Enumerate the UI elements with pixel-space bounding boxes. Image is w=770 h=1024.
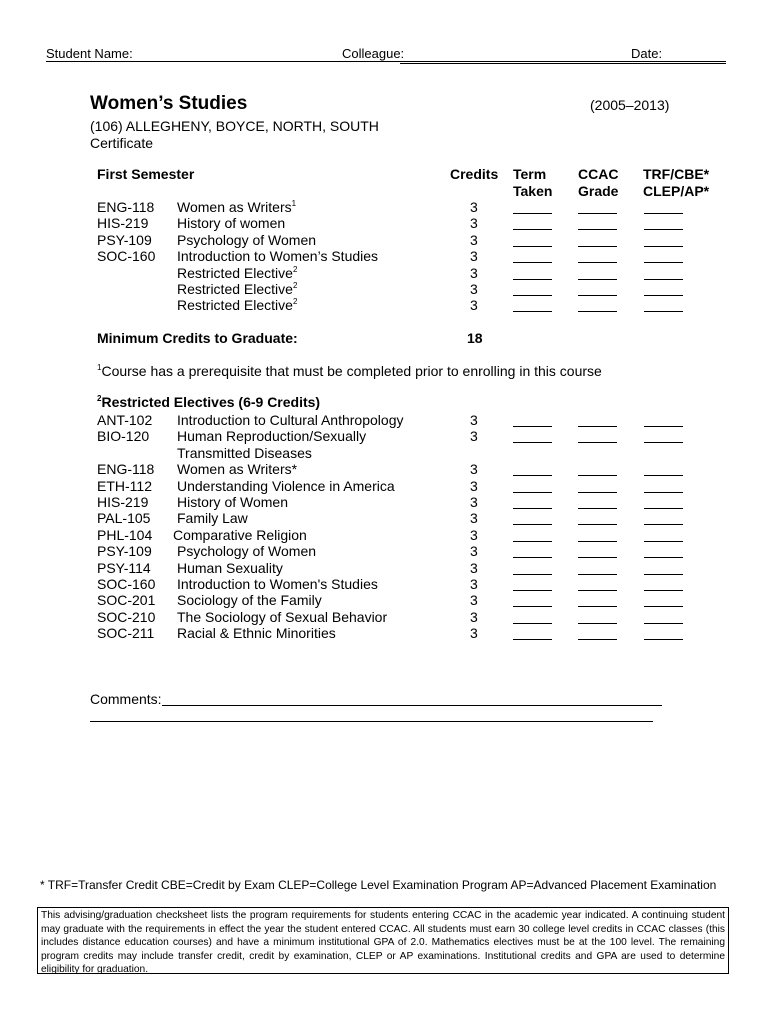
course-code: ENG-118 (97, 199, 155, 215)
term-taken-blank[interactable] (513, 557, 552, 558)
course-code: ENG-118 (97, 461, 155, 478)
first-semester-course-row (0, 199, 770, 215)
ccac-grade-blank[interactable] (578, 590, 617, 591)
first-semester-heading: First Semester (97, 166, 195, 182)
course-name-text: Family Law (177, 510, 248, 527)
program-title: Women’s Studies (90, 93, 248, 114)
transfer-blank[interactable] (644, 475, 683, 476)
course-credits: 3 (470, 477, 478, 494)
transfer-line1: TRF/CBE* (643, 166, 710, 182)
course-name (177, 510, 248, 526)
term-taken-blank[interactable] (513, 639, 552, 640)
course-name-text: Human Sexuality (177, 559, 283, 576)
term-taken-blank[interactable] (513, 508, 552, 509)
course-code: PSY-109 (97, 543, 152, 560)
transfer-line2: CLEP/AP* (643, 183, 710, 199)
transfer-blank[interactable] (644, 229, 683, 230)
course-name-text: Psychology of Women (177, 231, 317, 248)
ccac-grade-blank[interactable] (578, 524, 617, 525)
elective-course-row (0, 527, 770, 543)
comments-label: Comments: (90, 691, 162, 707)
term-taken-blank[interactable] (513, 229, 552, 230)
program-campuses: (106) ALLEGHENY, BOYCE, NORTH, SOUTH (90, 118, 379, 134)
ccac-grade-blank[interactable] (578, 426, 617, 427)
course-credits: 3 (470, 412, 478, 428)
course-name (177, 543, 316, 559)
course-name-text: Human Reproduction/Sexually (177, 428, 367, 445)
minimum-credits-value: 18 (467, 330, 483, 346)
course-code: ANT-102 (97, 412, 153, 428)
course-credits: 3 (470, 526, 478, 543)
course-code: PSY-114 (97, 559, 151, 576)
transfer-blank[interactable] (644, 311, 683, 312)
term-taken-blank[interactable] (513, 541, 552, 542)
transfer-blank[interactable] (644, 262, 683, 263)
transfer-blank[interactable] (644, 508, 683, 509)
first-semester-course-row (0, 215, 770, 231)
transfer-blank[interactable] (644, 246, 683, 247)
elective-course-row (0, 494, 770, 510)
electives-heading-text: Restricted Electives (6-9 Credits) (101, 394, 321, 410)
term-taken-blank[interactable] (513, 524, 552, 525)
colleague-label: Colleague: (342, 46, 405, 61)
elective-course-row (0, 412, 770, 428)
course-name-text: Comparative Religion (173, 526, 307, 543)
course-code: PSY-109 (97, 231, 152, 248)
course-name (177, 576, 378, 592)
course-credits: 3 (470, 297, 478, 314)
footnote-marker: 2 (292, 297, 298, 307)
transfer-blank[interactable] (644, 557, 683, 558)
ccac-grade-blank[interactable] (578, 508, 617, 509)
course-name (177, 478, 395, 494)
comments-line-1[interactable] (162, 705, 662, 706)
course-credits: 3 (470, 215, 478, 232)
course-credits: 3 (470, 592, 478, 609)
footnote-marker: 2 (292, 264, 298, 274)
course-name (177, 494, 288, 510)
ccac-grade-blank[interactable] (578, 475, 617, 476)
transfer-blank[interactable] (644, 426, 683, 427)
course-credits: 3 (470, 461, 478, 478)
elective-course-row (0, 428, 770, 444)
course-name (177, 428, 366, 444)
transfer-blank[interactable] (644, 574, 683, 575)
term-taken-line2: Taken (513, 183, 553, 199)
term-taken-blank[interactable] (513, 426, 552, 427)
transfer-blank[interactable] (644, 590, 683, 591)
elective-course-row (0, 592, 770, 608)
ccac-grade-blank[interactable] (578, 606, 617, 607)
course-code: PAL-105 (97, 510, 151, 527)
course-name-text: History of women (177, 215, 286, 232)
transfer-blank[interactable] (644, 492, 683, 493)
course-name-text: Transmitted Diseases (177, 444, 312, 461)
course-code: ETH-112 (97, 477, 152, 494)
course-name (177, 297, 297, 313)
course-name (177, 199, 296, 215)
course-code: BIO-120 (97, 428, 150, 445)
course-credits: 3 (470, 494, 478, 510)
term-taken-blank[interactable] (513, 590, 552, 591)
course-credits: 3 (470, 608, 478, 625)
course-name-text: Introduction to Women’s Studies (177, 248, 379, 265)
ccac-grade-blank[interactable] (578, 246, 617, 247)
note1-marker: 1 (97, 363, 102, 372)
term-taken-blank[interactable] (513, 311, 552, 312)
course-name-text: Understanding Violence in America (177, 477, 395, 494)
course-credits: 3 (470, 428, 478, 445)
ccac-grade-blank[interactable] (578, 311, 617, 312)
transfer-heading (643, 166, 709, 200)
course-name-text: Restricted Elective (177, 281, 293, 297)
course-name-text: History of Women (177, 494, 288, 510)
ccac-grade-blank[interactable] (578, 213, 617, 214)
course-name (177, 215, 285, 231)
elective-course-row (0, 510, 770, 526)
course-name (177, 592, 322, 608)
ccac-grade-blank[interactable] (578, 262, 617, 263)
course-credits: 3 (470, 543, 478, 560)
course-name (177, 445, 312, 461)
term-taken-blank[interactable] (513, 246, 552, 247)
term-taken-heading (513, 166, 552, 200)
course-credits: 3 (470, 576, 478, 592)
ccac-grade-blank[interactable] (578, 557, 617, 558)
course-name (177, 625, 336, 641)
ccac-grade-blank[interactable] (578, 295, 617, 296)
course-code: HIS-219 (97, 215, 149, 232)
ccac-grade-heading (578, 166, 618, 200)
course-credits: 3 (470, 248, 478, 265)
first-semester-course-row (0, 297, 770, 313)
course-name-text: Women as Writers* (177, 461, 298, 478)
program-type: Certificate (90, 135, 154, 151)
ccac-grade-blank[interactable] (578, 639, 617, 640)
course-name (177, 412, 403, 428)
course-credits: 3 (470, 199, 478, 215)
ccac-grade-blank[interactable] (578, 492, 617, 493)
course-code: PHL-104 (97, 526, 153, 543)
course-name-text: Racial & Ethnic Minorities (177, 625, 336, 642)
header-underline-double (400, 63, 726, 64)
comments-line-2[interactable] (90, 721, 653, 722)
term-taken-blank[interactable] (513, 475, 552, 476)
first-semester-course-row (0, 248, 770, 264)
course-name (177, 232, 316, 248)
term-taken-line1: Term (513, 166, 547, 182)
ccac-grade-blank[interactable] (578, 279, 617, 280)
course-code: SOC-160 (97, 248, 156, 265)
elective-course-row (0, 560, 770, 576)
elective-course-row (0, 576, 770, 592)
transfer-blank[interactable] (644, 623, 683, 624)
course-name (173, 527, 307, 543)
course-code: HIS-219 (97, 494, 149, 510)
course-name-text: Introduction to Women's Studies (177, 576, 378, 592)
credits-heading: Credits (450, 166, 499, 182)
first-semester-course-row (0, 232, 770, 248)
course-code: SOC-160 (97, 576, 156, 592)
course-name (177, 609, 387, 625)
course-name-text: Restricted Elective (177, 297, 293, 314)
prerequisite-note (97, 363, 602, 379)
header-underline (46, 61, 726, 62)
ccac-grade-blank[interactable] (578, 541, 617, 542)
course-name (177, 461, 297, 477)
ccac-grade-line2: Grade (578, 183, 619, 199)
footnote-marker: 1 (291, 199, 297, 208)
course-name (177, 265, 297, 281)
course-name (177, 560, 283, 576)
transfer-blank[interactable] (644, 213, 683, 214)
elective-course-row (0, 609, 770, 625)
program-years: (2005–2013) (590, 97, 670, 113)
term-taken-blank[interactable] (513, 606, 552, 607)
course-code: SOC-210 (97, 608, 156, 625)
elective-course-row (0, 478, 770, 494)
minimum-credits-label: Minimum Credits to Graduate: (97, 330, 298, 346)
note1-text: Course has a prerequisite that must be completed prior to enrolling in this course (101, 363, 602, 379)
first-semester-course-row (0, 265, 770, 281)
term-taken-blank[interactable] (513, 279, 552, 280)
term-taken-blank[interactable] (513, 574, 552, 575)
ccac-grade-blank[interactable] (578, 574, 617, 575)
transfer-blank[interactable] (644, 442, 683, 443)
course-name-text: Restricted Elective (177, 264, 293, 281)
transfer-blank[interactable] (644, 295, 683, 296)
course-name (177, 248, 378, 264)
course-name (177, 281, 297, 297)
ccac-grade-blank[interactable] (578, 623, 617, 624)
term-taken-blank[interactable] (513, 213, 552, 214)
student-name-label: Student Name: (46, 46, 133, 61)
abbreviation-footnote: * TRF=Transfer Credit CBE=Credit by Exam CLEP=College Level Examination Program AP=Advanced Placement Examination (40, 878, 717, 892)
disclaimer-box: This advising/graduation checksheet lists the program requirements for students entering CCAC in the academic year indicated. A continuing student may graduate with the requirements in effect the year the student entered CCAC. All students must earn 30 college level credits in CCAC classes (this includes distance education courses) and have a minimum institutional GPA of 2.0. Mathematics electives must be at the 100 level. The remaining program credits may include transfer credit, credit by examination, CLEP or AP examinations. Institutional credits and GPA are used to determine eligibility for graduation. (37, 907, 729, 974)
transfer-blank[interactable] (644, 541, 683, 542)
course-code: SOC-201 (97, 592, 156, 609)
course-credits: 3 (470, 281, 478, 297)
ccac-grade-line1: CCAC (578, 166, 619, 182)
transfer-blank[interactable] (644, 639, 683, 640)
date-label: Date: (631, 46, 663, 61)
electives-marker: 2 (97, 394, 102, 403)
course-code: SOC-211 (97, 625, 155, 642)
course-credits: 3 (470, 231, 478, 248)
footnote-marker: 2 (292, 281, 298, 290)
electives-heading (97, 394, 320, 410)
ccac-grade-blank[interactable] (578, 229, 617, 230)
transfer-blank[interactable] (644, 606, 683, 607)
term-taken-blank[interactable] (513, 295, 552, 296)
course-name-text: Women as Writers (177, 199, 292, 215)
term-taken-blank[interactable] (513, 492, 552, 493)
elective-course-row (0, 543, 770, 559)
term-taken-blank[interactable] (513, 442, 552, 443)
course-name-text: Psychology of Women (177, 543, 317, 560)
elective-course-row (0, 625, 770, 641)
transfer-blank[interactable] (644, 279, 683, 280)
course-name-text: Sociology of the Family (177, 592, 322, 609)
transfer-blank[interactable] (644, 524, 683, 525)
course-name-text: Introduction to Cultural Anthropology (177, 412, 404, 428)
course-credits: 3 (470, 510, 478, 527)
term-taken-blank[interactable] (513, 262, 552, 263)
term-taken-blank[interactable] (513, 623, 552, 624)
ccac-grade-blank[interactable] (578, 442, 617, 443)
course-credits: 3 (470, 264, 478, 281)
course-credits: 3 (470, 559, 478, 576)
course-name-text: The Sociology of Sexual Behavior (177, 608, 388, 625)
elective-course-row (0, 445, 770, 461)
course-credits: 3 (470, 625, 478, 642)
elective-course-row (0, 461, 770, 477)
first-semester-course-row (0, 281, 770, 297)
